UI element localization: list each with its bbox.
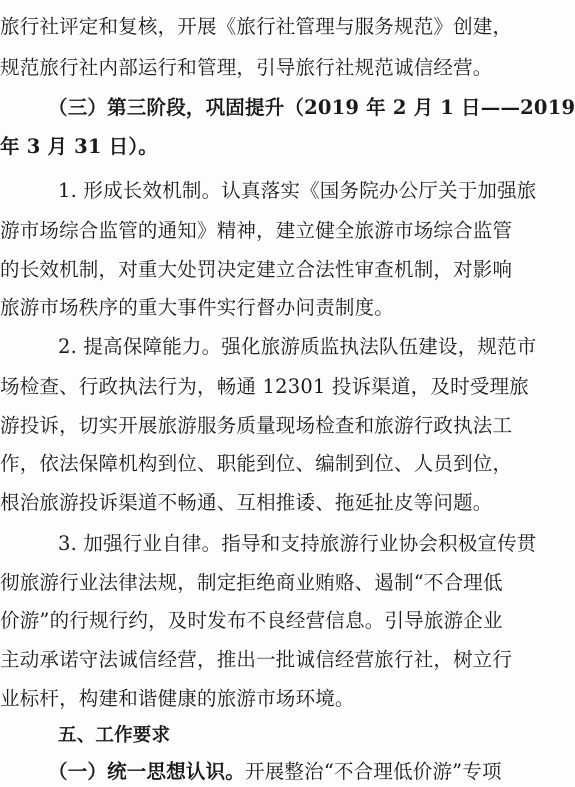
text-line: 游市场综合监管的通知》精神，建立健全旅游市场综合监管 (0, 219, 513, 242)
section-heading-work-requirements: 五、工作要求 (58, 725, 171, 746)
subheading-unify-thinking: （一）统一思想认识。 (48, 760, 246, 783)
text-line: 根治旅游投诉渠道不畅通、互相推诿、拖延扯皮等问题。 (0, 491, 493, 514)
text-line: 旅行社评定和复核，开展《旅行社管理与服务规范》创建， (0, 15, 513, 38)
text-line: 规范旅行社内部运行和管理，引导旅行社规范诚信经营。 (0, 56, 493, 79)
text-line: 业标杆，构建和谐健康的旅游市场环境。 (0, 687, 355, 710)
paragraph-line (48, 757, 575, 787)
paragraph-line: 2. 提高保障能力。强化旅游质监执法队伍建设，规范市 (58, 335, 537, 358)
paragraph-line: 1. 形成长效机制。认真落实《国务院办公厅关于加强旅 (58, 179, 537, 202)
text-line: 的长效机制，对重大处罚决定建立合法性审查机制，对影响 (0, 258, 513, 281)
section-heading-stage-3-cont: 年 3 月 31 日）。 (0, 135, 159, 158)
text-line: 价游”的行规行约，及时发布不良经营信息。引导旅游企业 (0, 609, 503, 632)
paragraph-text: 开展整治“不合理低价游”专项 (245, 760, 502, 783)
text-line: 主动承诺守法诚信经营，推出一批诚信经营旅行社，树立行 (0, 648, 513, 671)
text-line: 作，依法保障机构到位、职能到位、编制到位、人员到位， (0, 452, 513, 475)
text-line: 彻旅游行业法律法规，制定拒绝商业贿赂、遏制“不合理低 (0, 571, 503, 594)
text-line: 游投诉，切实开展旅游服务质量现场检查和旅游行政执法工 (0, 414, 513, 437)
text-line: 旅游市场秩序的重大事件实行督办问责制度。 (0, 296, 395, 319)
text-line: 场检查、行政执法行为，畅通 12301 投诉渠道，及时受理旅 (0, 375, 529, 398)
section-heading-stage-3: （三）第三阶段，巩固提升（2019 年 2 月 1 日——2019 (48, 96, 575, 119)
paragraph-line: 3. 加强行业自律。指导和支持旅游行业协会积极宣传贯 (58, 532, 537, 555)
